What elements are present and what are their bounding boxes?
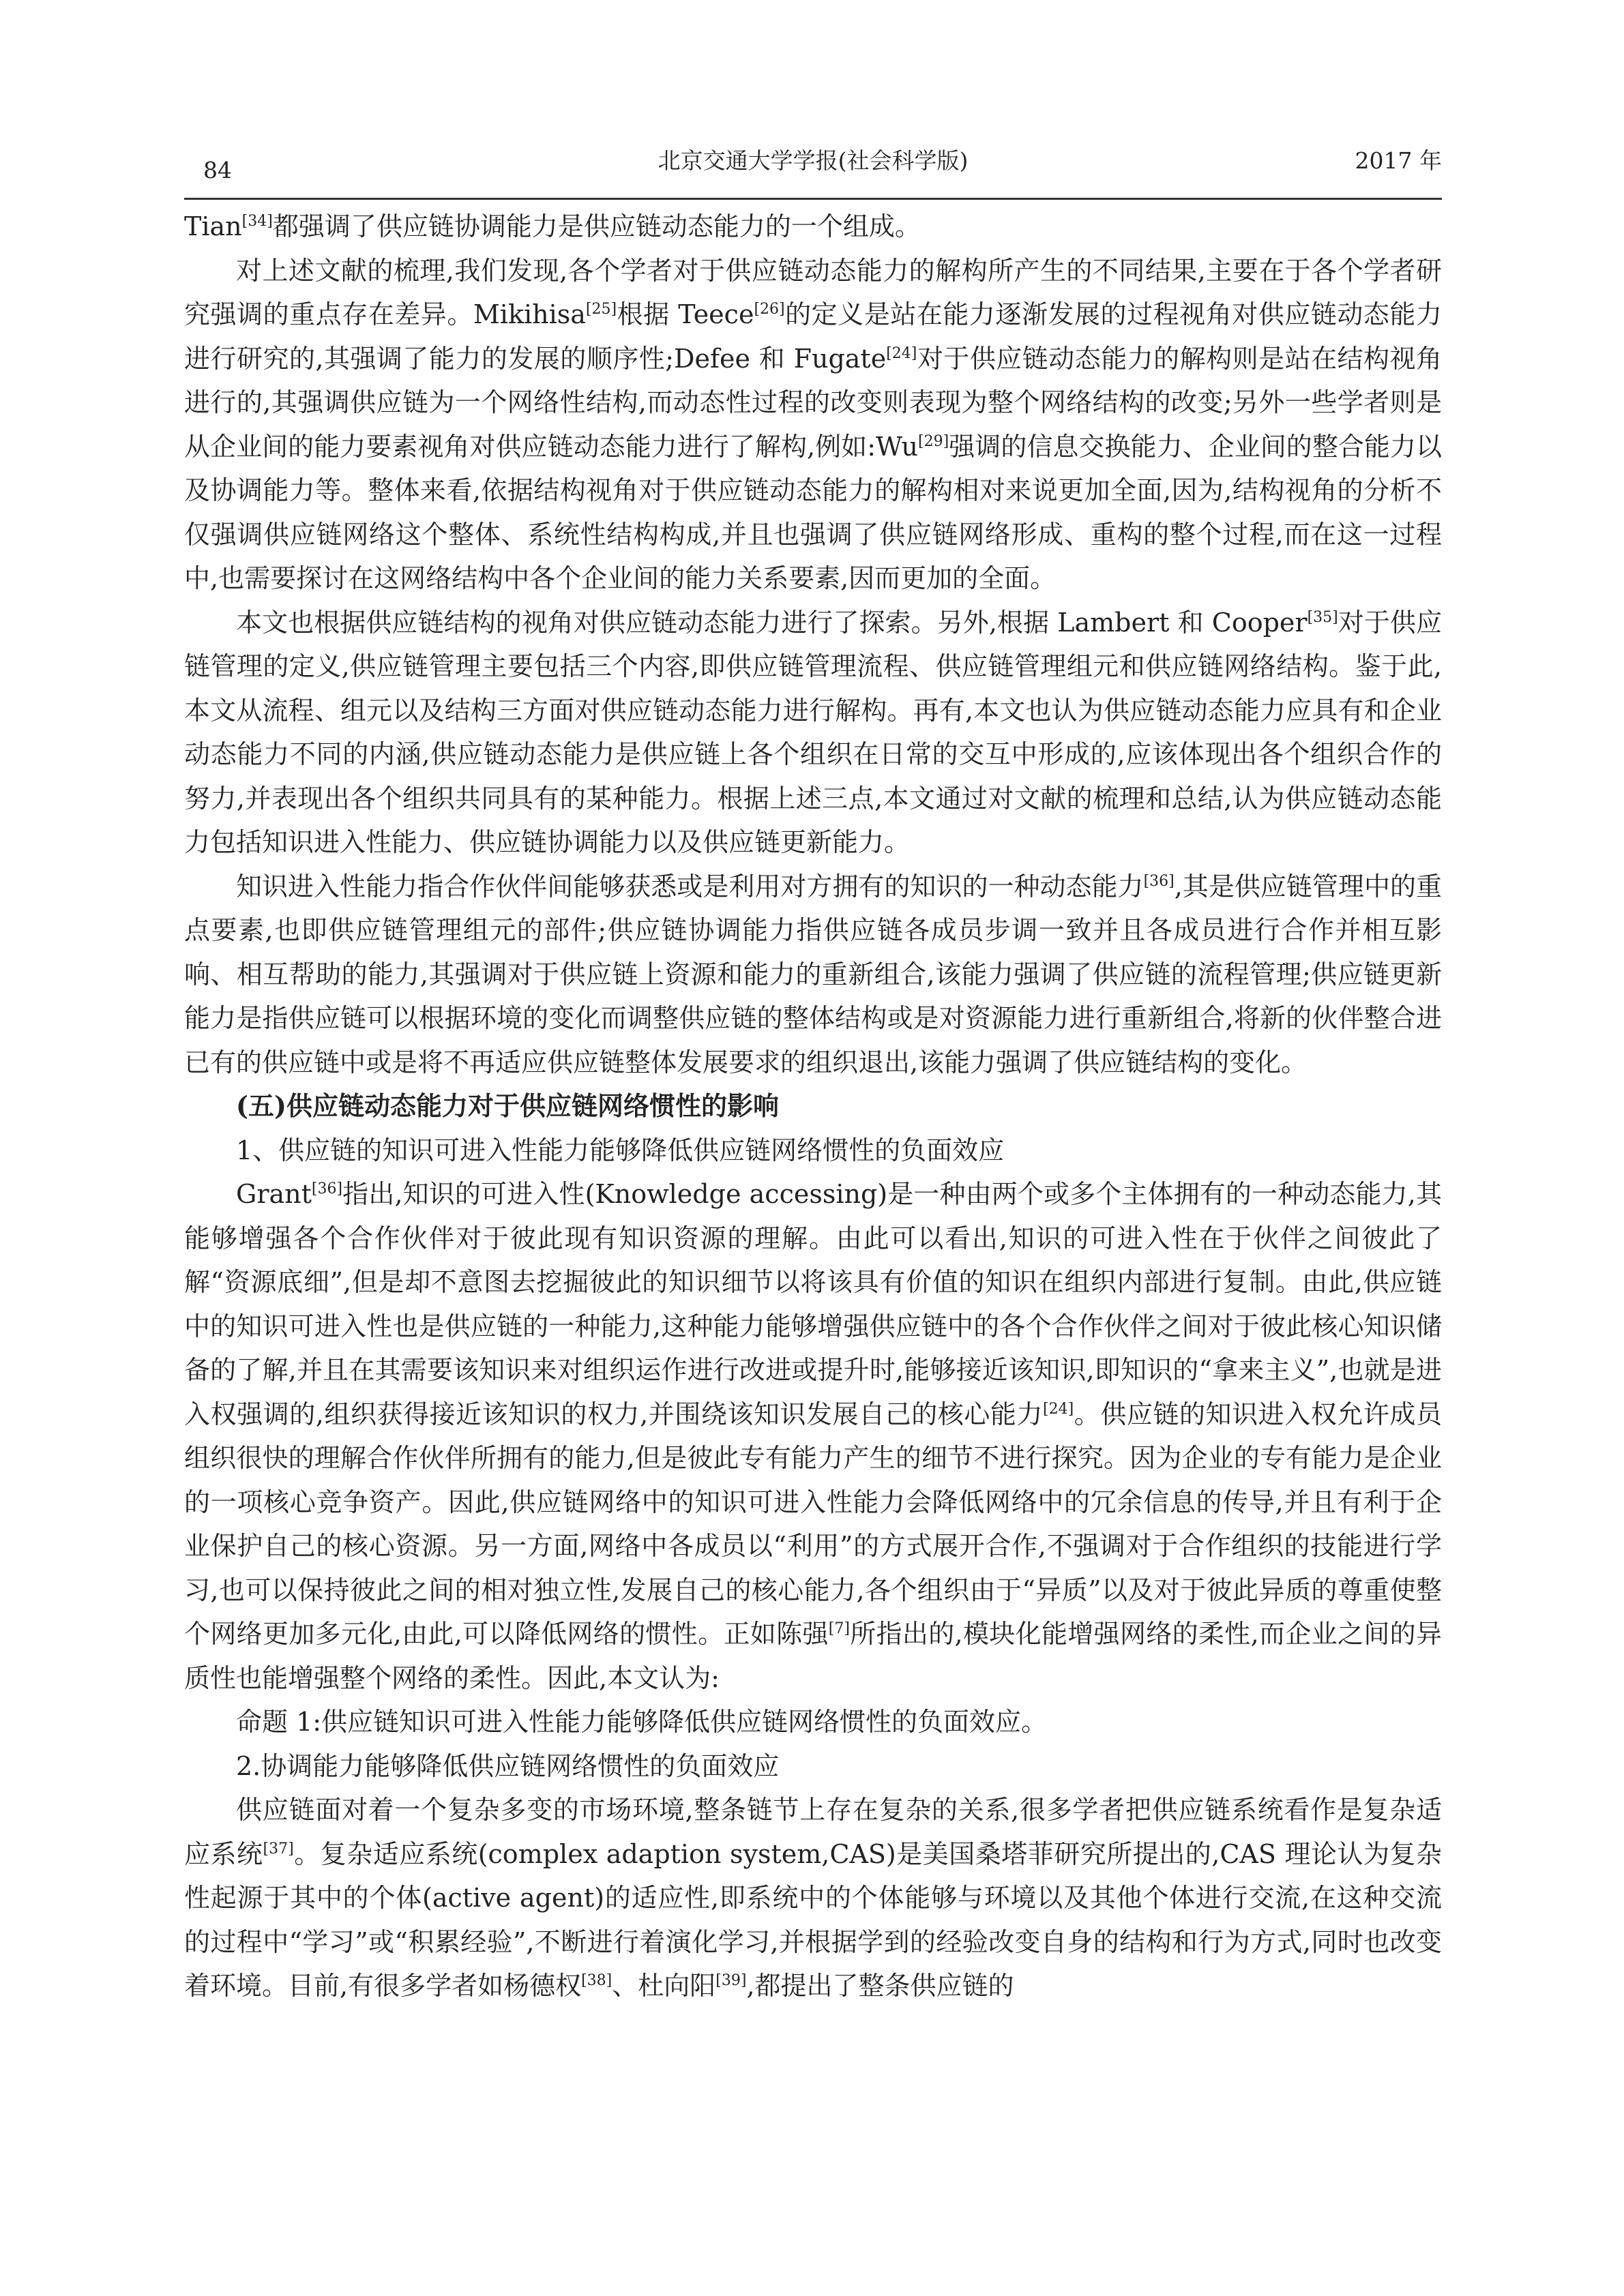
body-paragraph xyxy=(184,865,1442,1085)
citation-ref: [38] xyxy=(581,1972,612,1989)
citation-ref: [35] xyxy=(1307,608,1338,626)
text-run: 所指出的,模块化能增强网络的柔性,而企业之间的异质性也能增强整个网络的柔性。因此,本文认为: xyxy=(184,1619,1442,1693)
text-run: 都强调了供应链协调能力是供应链动态能力的一个组成。 xyxy=(272,211,921,241)
citation-ref: [26] xyxy=(754,301,785,318)
text-run: 指出,知识的可进入性(Knowledge accessing)是一种由两个或多个主体拥有的一种动态能力,其能够增强各个合作伙伴对于彼此现有知识资源的理解。由此可以看出,知识的可进入性在于伙伴之间彼此了解“资源底细”,但是却不意图去挖掘彼此的知识细节以将该具有价值的知识在组织内部进行复制。由此,供应链中的知识可进入性也是供应链的一种能力,这种能力能够增强供应链中的各个合作伙伴之间对于彼此核心知识储备的了解,并且在其需要该知识来对组织运作进行改进或提升时,能够接近该知识,即知识的“拿来主义”,也就是进入权强调的,组织获得接近该知识的权力,并围绕该知识发展自己的核心能力 xyxy=(184,1179,1442,1429)
citation-ref: [7] xyxy=(828,1620,850,1637)
journal-title: 北京交通大学学报(社会科学版) xyxy=(658,147,969,174)
text-run: 对上述文献的梳理,我们发现,各个学者对于供应链动态能力的解构所产生的不同结果,主要在于各个学者研究强调的重点存在差异。Mikihisa xyxy=(184,255,1442,329)
text-run: 。供应链的知识进入权允许成员组织很快的理解合作伙伴所拥有的能力,但是彼此专有能力产生的细节不进行探究。因为企业的专有能力是企业的一项核心竞争资产。因此,供应链网络中的知识可进入性能力会降低网络中的冗余信息的传导,并且有利于企业保护自己的核心资源。另一方面,网络中各成员以“利用”的方式展开合作,不强调对于合作组织的技能进行学习,也可以保持彼此之间的相对独立性,发展自己的核心能力,各个组织由于“异质”以及对于彼此异质的尊重使整个网络更加多元化,由此,可以降低网络的惯性。正如陈强 xyxy=(184,1399,1442,1649)
body-paragraph xyxy=(184,205,1442,249)
citation-ref: [29] xyxy=(918,432,949,450)
text-run: 对于供应链管理的定义,供应链管理主要包括三个内容,即供应链管理流程、供应链管理组元和供应链网络结构。鉴于此,本文从流程、组元以及结构三方面对供应链动态能力进行解构。再有,本文也认为供应链动态能力应具有和企业动态能力不同的内涵,供应链动态能力是供应链上各个组织在日常的交互中形成的,应该体现出各个组织合作的努力,并表现出各个组织共同具有的某种能力。根据上述三点,本文通过对文献的梳理和总结,认为供应链动态能力包括知识进入性能力、供应链协调能力以及供应链更新能力。 xyxy=(184,607,1442,857)
publication-year: 2017 年 xyxy=(1355,147,1442,174)
citation-ref: [36] xyxy=(1143,872,1175,890)
body-paragraph xyxy=(184,1129,1442,1173)
page-number: 84 xyxy=(203,157,232,183)
citation-ref: [37] xyxy=(263,1840,294,1858)
text-run: ,其是供应链管理中的重点要素,也即供应链管理组元的部件;供应链协调能力指供应链各成员步调一致并且各成员进行合作并相互影响、相互帮助的能力,其强调对于供应链上资源和能力的重新组合,该能力强调了供应链的流程管理;供应链更新能力是指供应链可以根据环境的变化而调整供应链的整体结构或是对资源能力进行重新组合,将新的伙伴整合进已有的供应链中或是将不再适应供应链整体发展要求的组织退出,该能力强调了供应链结构的变化。 xyxy=(184,871,1442,1077)
text-run: 根据 Teece xyxy=(617,299,754,329)
citation-ref: [36] xyxy=(311,1180,343,1197)
text-run: 1、供应链的知识可进入性能力能够降低供应链网络惯性的负面效应 xyxy=(236,1135,1005,1165)
body-paragraph xyxy=(184,1744,1442,1789)
text-run: Grant xyxy=(236,1179,312,1209)
text-run: 知识进入性能力指合作伙伴间能够获悉或是利用对方拥有的知识的一种动态能力 xyxy=(236,871,1144,901)
citation-ref: [24] xyxy=(1043,1400,1074,1418)
text-run: 、杜向阳 xyxy=(612,1971,716,2001)
body-paragraph xyxy=(184,1700,1442,1744)
body-paragraph xyxy=(184,601,1442,865)
citation-ref: [25] xyxy=(585,301,617,318)
text-run: 。复杂适应系统(complex adaption system,CAS)是美国桑塔菲研究所提出的,CAS 理论认为复杂性起源于其中的个体(active agent)的适应性,即系统中的个体能够与环境以及其他个体进行交流,在这种交流的过程中“学习”或“积累经验”,不断进行着演化学习,并根据学到的经验改变自身的结构和行为方式,同时也改变着环境。目前,有很多学者如杨德权 xyxy=(184,1838,1442,2001)
text-run: (五)供应链动态能力对于供应链网络惯性的影响 xyxy=(236,1090,779,1121)
page-header xyxy=(184,136,1442,200)
text-run: 对于供应链动态能力的解构则是站在结构视角进行的,其强调供应链为一个网络性结构,而动态性过程的改变则表现为整个网络结构的改变;另外一些学者则是从企业间的能力要素视角对供应链动态能力进行了解构,例如:Wu xyxy=(184,343,1442,462)
text-run: 2.协调能力能够降低供应链网络惯性的负面效应 xyxy=(236,1750,780,1781)
body-paragraph xyxy=(184,1788,1442,2008)
body-paragraph xyxy=(184,249,1442,601)
text-run: 命题 1:供应链知识可进入性能力能够降低供应链网络惯性的负面效应。 xyxy=(236,1707,1048,1737)
citation-ref: [24] xyxy=(886,344,917,362)
text-run: 本文也根据供应链结构的视角对供应链动态能力进行了探索。另外,根据 Lambert 和 Cooper xyxy=(236,607,1308,638)
citation-ref: [34] xyxy=(241,213,273,230)
text-run: 供应链面对着一个复杂多变的市场环境,整条链节上存在复杂的关系,很多学者把供应链系统看作是复杂适应系统 xyxy=(184,1795,1442,1869)
citation-ref: [39] xyxy=(715,1972,747,1989)
body-paragraph xyxy=(184,1172,1442,1700)
text-run: Tian xyxy=(184,211,242,241)
section-heading xyxy=(184,1084,1442,1129)
text-run: 的定义是站在能力逐渐发展的过程视角对供应链动态能力进行研究的,其强调了能力的发展的顺序性;Defee 和 Fugate xyxy=(184,299,1442,374)
text-run: ,都提出了整条供应链的 xyxy=(746,1971,1014,2001)
article-body xyxy=(184,205,1442,2008)
text-run: 强调的信息交换能力、企业间的整合能力以及协调能力等。整体来看,依据结构视角对于供应链动态能力的解构相对来说更加全面,因为,结构视角的分析不仅强调供应链网络这个整体、系统性结构构成,并且也强调了供应链网络形成、重构的整个过程,而在这一过程中,也需要探讨在这网络结构中各个企业间的能力关系要素,因而更加的全面。 xyxy=(184,431,1442,593)
